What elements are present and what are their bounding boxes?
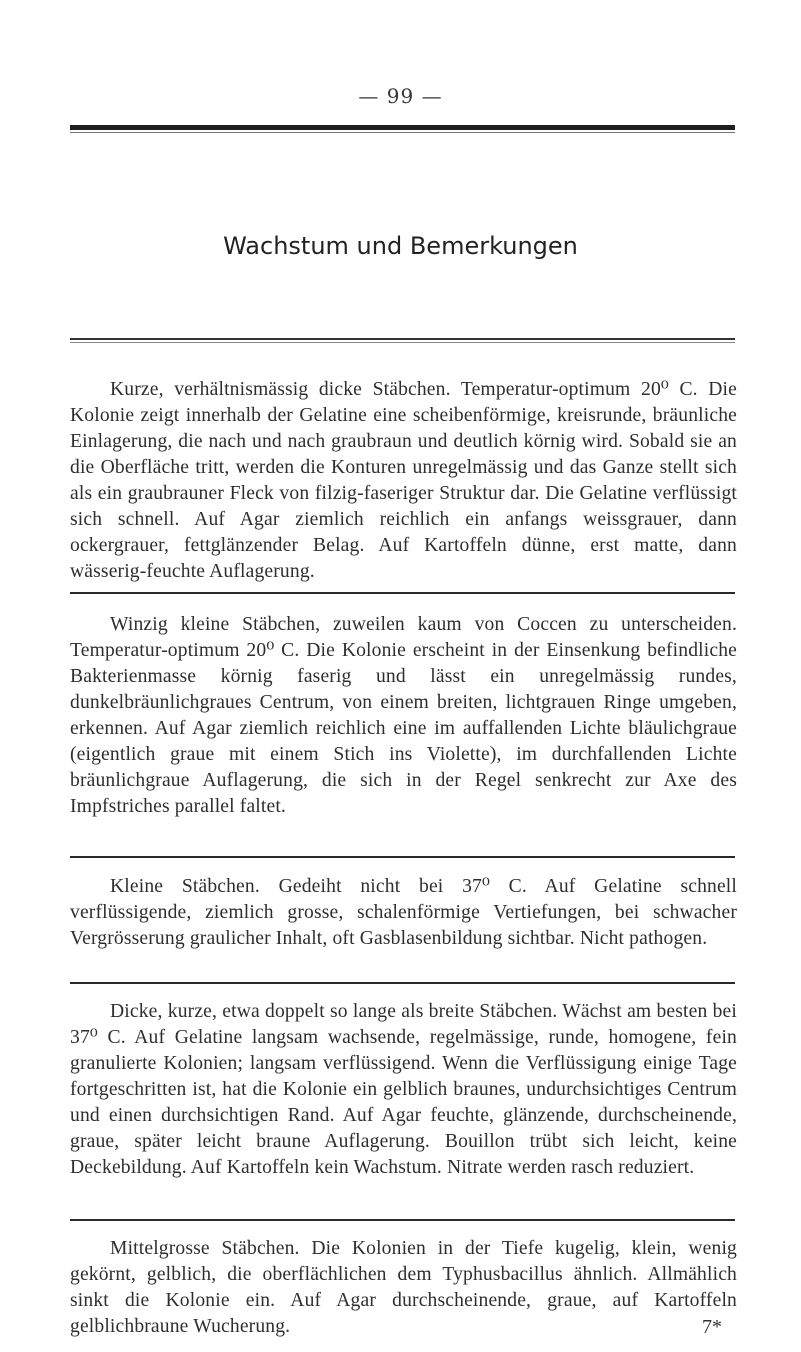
entry-separator-1 bbox=[70, 592, 735, 594]
heading-rule-thin bbox=[70, 342, 735, 343]
entry-paragraph-4: Dicke, kurze, etwa doppelt so lange als breite Stäbchen. Wächst am besten bei 37⁰ C. Auf Gelatine langsam wachsende, regelmässige, runde, homogene, fein granulierte Kolonien; langsam verflüssigend. Wenn die Verflüssigung einige Tage fortgeschritten ist, hat die Kolonie ein gelblich braunes, undurchsichtiges Centrum und einen durchsichtigen Rand. Auf Agar feuchte, glänzende, durchscheinende, graue, später leicht braune Auflagerung. Bouillon trübt sich leicht, keine Deckebildung. Auf Kartoffeln kein Wachstum. Nitrate werden rasch reduziert. bbox=[70, 1001, 737, 1178]
entry-paragraph-5: Mittelgrosse Stäbchen. Die Kolonien in der Tiefe kugelig, klein, wenig gekörnt, gelblich, die oberflächlichen dem Typhusbacillus ähnlich. Allmählich sinkt die Kolonie ein. Auf Agar durchscheinende, graue, auf Kartoffeln gelblichbraune Wucherung. bbox=[70, 1238, 737, 1337]
column-heading: Wachstum und Bemerkungen bbox=[223, 232, 578, 260]
top-rule-thin bbox=[70, 132, 735, 133]
heading-rule bbox=[70, 338, 735, 340]
entry-separator-3 bbox=[70, 982, 735, 984]
entry-separator-2 bbox=[70, 856, 735, 858]
entry-paragraph-2: Winzig kleine Stäbchen, zuweilen kaum von Coccen zu unterscheiden. Temperatur-optimum 20⁰ C. Die Kolonie erscheint in der Einsenkung befindliche Bakterienmasse körnig faserig und lässt ein unregelmässig rundes, dunkelbräunlichgraues Centrum, von einem breiten, lichtgrauen Ringe umgeben, erkennen. Auf Agar ziemlich reichlich eine im auffallenden Lichte bläulichgraue (eigentlich graue mit einem Stich ins Violette), im durchfallenden Lichte bräunlichgraue Auflagerung, die sich in der Regel senkrecht zur Axe des Impfstriches parallel faltet. bbox=[70, 614, 737, 817]
top-rule bbox=[70, 125, 735, 130]
entry-paragraph-3: Kleine Stäbchen. Gedeiht nicht bei 37⁰ C. Auf Gelatine schnell verflüssigende, ziemlich grosse, schalenförmige Vertiefungen, bei schwacher Vergrösserung graulicher Inhalt, oft Gasblasenbildung sichtbar. Nicht pathogen. bbox=[70, 876, 737, 949]
page-number: — 99 — bbox=[358, 84, 443, 108]
signature-mark: 7* bbox=[702, 1316, 722, 1338]
entry-separator-4 bbox=[70, 1219, 735, 1221]
entry-paragraph-1: Kurze, verhältnismässig dicke Stäbchen. Temperatur-optimum 20⁰ C. Die Kolonie zeigt innerhalb der Gelatine eine scheibenförmige, kreisrunde, bräunliche Einlagerung, die nach und nach graubraun und deutlich körnig wird. Sobald sie an die Oberfläche tritt, werden die Konturen unregelmässig und das Ganze stellt sich als ein graubrauner Fleck von filzig-faseriger Struktur dar. Die Gelatine verflüssigt sich schnell. Auf Agar ziemlich reichlich ein anfangs weissgrauer, dann ockergrauer, fettglänzender Belag. Auf Kartoffeln dünne, erst matte, dann wässerig-feuchte Auflagerung. bbox=[70, 379, 737, 582]
